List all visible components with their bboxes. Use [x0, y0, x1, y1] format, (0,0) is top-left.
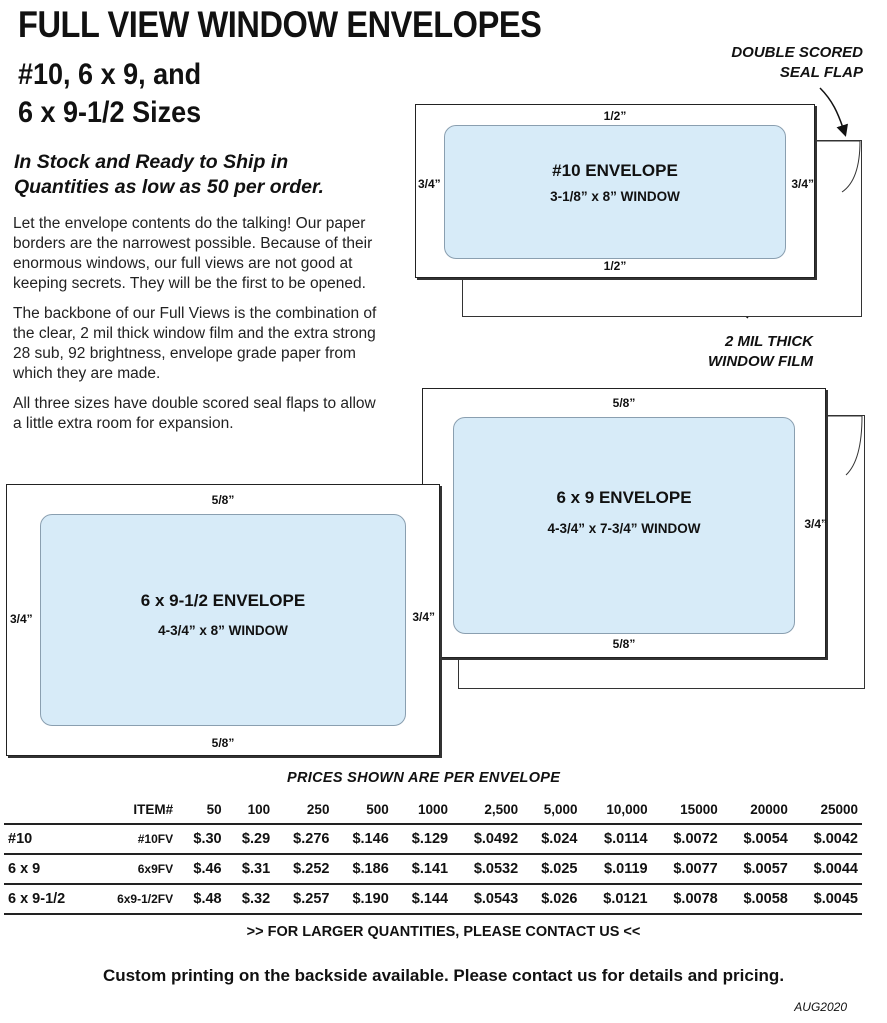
price-cell: $.0058	[743, 891, 788, 907]
flap-callout-line-2: SEAL FLAP	[779, 64, 863, 81]
column-header-qty: 50	[206, 802, 222, 817]
price-cell: $.0072	[673, 831, 718, 847]
column-header-item: ITEM#	[133, 802, 174, 817]
six-by-nine-window	[453, 417, 795, 634]
price-cell: $.48	[193, 891, 222, 907]
six-by-nine-bottom-margin: 5/8”	[612, 637, 636, 651]
price-cell: $.0045	[813, 891, 858, 907]
price-cell: $.29	[241, 831, 271, 847]
custom-printing-note: Custom printing on the backside available. Please contact us for details and pricing.	[102, 966, 785, 985]
price-cell: $.186	[352, 861, 389, 877]
paragraph-3: All three sizes have double scored seal flaps to allow a little extra room for expansion.	[13, 395, 376, 432]
six-by-nine-window-size: 4-3/4” x 7-3/4” WINDOW	[547, 521, 701, 536]
price-cell: $.024	[541, 831, 578, 847]
six-by-nine-half-window	[40, 514, 406, 726]
six-by-nine-top-margin: 5/8”	[612, 396, 636, 410]
table-row	[4, 854, 862, 884]
column-header-qty: 1000	[418, 802, 449, 817]
column-header-qty: 15000	[680, 802, 718, 817]
row-item-number: 6x9FV	[137, 862, 174, 876]
flap-callout	[731, 43, 863, 83]
column-header-qty: 100	[247, 802, 271, 817]
six-by-nine-half-top-margin: 5/8”	[211, 493, 235, 507]
no10-left-margin: 3/4”	[418, 177, 441, 191]
price-cell: $.276	[293, 831, 330, 847]
prices-heading: PRICES SHOWN ARE PER ENVELOPE	[287, 770, 561, 786]
price-cell: $.0532	[473, 861, 519, 877]
film-callout	[708, 332, 813, 372]
no10-bottom-margin: 1/2”	[603, 259, 627, 273]
row-size: #10	[8, 831, 33, 847]
contact-note: >> FOR LARGER QUANTITIES, PLEASE CONTACT US <<	[246, 924, 641, 940]
paragraph-1: Let the envelope contents do the talking! Our paper borders are the narrowest possible. Because of their enormous windows, our full views are not good at keeping secrets. They will be the first to be opened.	[13, 215, 373, 292]
tagline-line-1: In Stock and Ready to Ship in	[14, 151, 289, 173]
price-cell: $.252	[293, 861, 330, 877]
six-by-nine-half-right-margin: 3/4”	[412, 610, 435, 624]
row-size: 6 x 9	[8, 861, 41, 877]
no10-window	[444, 125, 786, 259]
price-cell: $.144	[411, 891, 449, 907]
no10-top-margin: 1/2”	[603, 109, 627, 123]
six-by-nine-right-margin: 3/4”	[804, 517, 827, 531]
six-by-nine-envelope-name: 6 x 9 ENVELOPE	[556, 488, 692, 507]
tagline-line-2: Quantities as low as 50 per order.	[14, 176, 324, 198]
film-callout-line-1: 2 MIL THICK	[724, 333, 813, 350]
row-item-number: 6x9-1/2FV	[117, 892, 174, 906]
column-header-qty: 25000	[820, 802, 858, 817]
six-by-nine-half-bottom-margin: 5/8”	[211, 736, 235, 750]
no10-window-size: 3-1/8” x 8” WINDOW	[550, 189, 680, 204]
column-header-qty: 20000	[750, 802, 788, 817]
row-size: 6 x 9-1/2	[8, 891, 66, 907]
column-header	[4, 798, 91, 824]
price-cell: $.257	[293, 891, 330, 907]
page-title: FULL VIEW WINDOW ENVELOPES	[18, 4, 542, 45]
price-cell: $.0054	[743, 831, 788, 847]
paragraph-2: The backbone of our Full Views is the combination of the clear, 2 mil thick window film and the extra strong 28 sub, 92 brightness, envelope grade paper from which they are made.	[13, 305, 377, 382]
price-cell: $.0492	[473, 831, 519, 847]
subtitle-line-2: 6 x 9-1/2 Sizes	[18, 96, 202, 129]
flap-arrow	[820, 88, 845, 134]
price-cell: $.026	[541, 891, 578, 907]
price-cell: $.146	[352, 831, 389, 847]
table-row	[4, 884, 862, 914]
subtitle-line-1: #10, 6 x 9, and	[18, 58, 202, 91]
six-by-nine-half-envelope	[6, 484, 440, 756]
no10-right-margin: 3/4”	[791, 177, 814, 191]
no10-flap	[812, 140, 864, 200]
price-cell: $.141	[411, 861, 449, 877]
price-cell: $.0057	[743, 861, 788, 877]
six-by-nine-half-left-margin: 3/4”	[10, 612, 33, 626]
film-callout-line-2: WINDOW FILM	[708, 353, 813, 370]
price-cell: $.0119	[604, 861, 648, 877]
price-table-header	[4, 798, 862, 824]
column-header-qty: 10,000	[606, 802, 648, 817]
six-by-nine-flap	[822, 415, 868, 485]
six-by-nine-half-envelope-name: 6 x 9-1/2 ENVELOPE	[140, 591, 306, 610]
row-item-number: #10FV	[137, 832, 174, 846]
no10-envelope	[415, 104, 815, 278]
price-cell: $.0078	[673, 891, 718, 907]
column-header-qty: 5,000	[543, 802, 578, 817]
price-cell: $.129	[411, 831, 449, 847]
price-cell: $.0077	[673, 861, 718, 877]
document-code: AUG2020	[794, 1000, 847, 1014]
price-cell: $.31	[241, 861, 271, 877]
column-header-qty: 2,500	[484, 802, 519, 817]
flap-callout-line-1: DOUBLE SCORED	[731, 44, 863, 61]
price-cell: $.0044	[813, 861, 858, 877]
price-cell: $.0121	[603, 891, 648, 907]
no10-envelope-name: #10 ENVELOPE	[552, 161, 678, 180]
price-cell: $.0042	[813, 831, 858, 847]
price-cell: $.0114	[604, 831, 648, 847]
price-cell: $.32	[241, 891, 271, 907]
price-cell: $.025	[541, 861, 578, 877]
price-cell: $.190	[352, 891, 389, 907]
column-header-qty: 500	[366, 802, 389, 817]
price-cell: $.46	[193, 861, 222, 877]
price-table	[4, 798, 862, 915]
price-cell: $.30	[193, 831, 222, 847]
six-by-nine-envelope	[422, 388, 826, 658]
table-row	[4, 824, 862, 854]
price-cell: $.0543	[473, 891, 519, 907]
column-header-qty: 250	[306, 802, 330, 817]
six-by-nine-half-window-size: 4-3/4” x 8” WINDOW	[158, 623, 288, 638]
